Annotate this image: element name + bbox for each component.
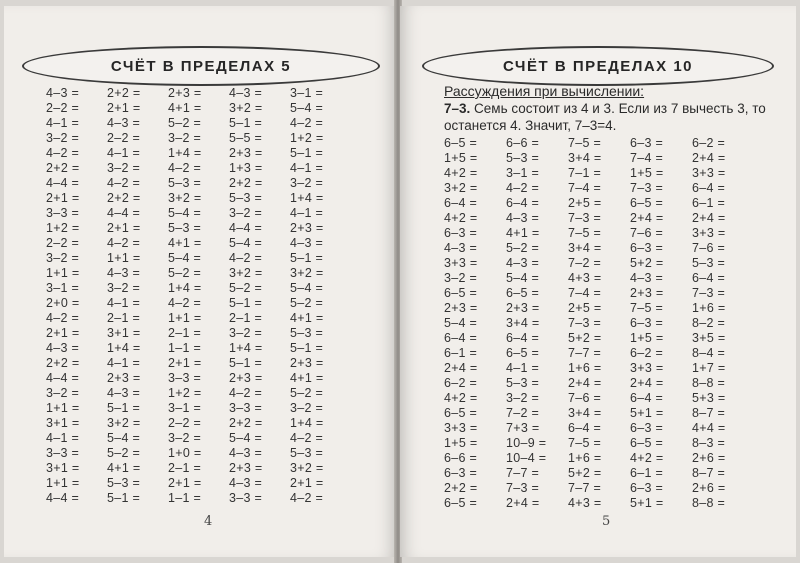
- exercise-cell: 5–2 =: [107, 446, 141, 460]
- exercise-cell: 3–1 =: [168, 401, 202, 415]
- exercise-cell: 6–5 =: [444, 286, 478, 300]
- exercise-cell: 3+4 =: [568, 241, 602, 255]
- exercise-cell: 3–2 =: [168, 431, 202, 445]
- reasoning-lead: 7–3.: [444, 101, 471, 116]
- exercise-cell: 5+2 =: [630, 256, 664, 270]
- exercise-cell: 4–2 =: [290, 116, 324, 130]
- exercise-cell: 3–3 =: [46, 446, 80, 460]
- exercise-cell: 1+4 =: [168, 281, 202, 295]
- exercise-cell: 2+4 =: [630, 211, 664, 225]
- exercise-cell: 2+4 =: [692, 151, 726, 165]
- exercise-cell: 3+3 =: [692, 166, 726, 180]
- exercise-cell: 7–6 =: [568, 391, 602, 405]
- exercise-cell: 2+4 =: [506, 496, 540, 510]
- exercise-cell: 4–3 =: [46, 86, 80, 100]
- exercise-cell: 1+2 =: [290, 131, 324, 145]
- exercise-cell: 4–1 =: [107, 296, 141, 310]
- exercise-cell: 1+1 =: [46, 401, 80, 415]
- exercise-cell: 1–1 =: [168, 491, 202, 505]
- exercise-cell: 7–3 =: [692, 286, 726, 300]
- exercise-cell: 8–2 =: [692, 316, 726, 330]
- right-page-number: 5: [602, 514, 611, 529]
- exercise-cell: 6–5 =: [506, 286, 540, 300]
- exercise-cell: 4–2 =: [290, 431, 324, 445]
- exercise-cell: 5–2 =: [290, 296, 324, 310]
- exercise-cell: 2+3 =: [229, 146, 263, 160]
- exercise-cell: 3+1 =: [46, 416, 80, 430]
- exercise-cell: 5–1 =: [107, 401, 141, 415]
- exercise-cell: 4+2 =: [630, 451, 664, 465]
- exercise-cell: 1+3 =: [229, 161, 263, 175]
- exercise-cell: 3–3 =: [229, 401, 263, 415]
- exercise-cell: 1+5 =: [444, 436, 478, 450]
- exercise-cell: 1+4 =: [107, 341, 141, 355]
- exercise-cell: 6–5 =: [444, 136, 478, 150]
- exercise-cell: 2+2 =: [107, 86, 141, 100]
- exercise-cell: 6–4 =: [692, 181, 726, 195]
- exercise-cell: 4–3 =: [107, 266, 141, 280]
- exercise-cell: 5–4 =: [506, 271, 540, 285]
- exercise-cell: 2+4 =: [568, 376, 602, 390]
- exercise-cell: 2+1 =: [168, 356, 202, 370]
- exercise-cell: 4–2 =: [107, 236, 141, 250]
- exercise-cell: 4+1 =: [168, 236, 202, 250]
- exercise-cell: 4–3 =: [229, 446, 263, 460]
- exercise-cell: 3+2 =: [290, 461, 324, 475]
- exercise-cell: 5–4 =: [229, 236, 263, 250]
- exercise-cell: 1+2 =: [168, 386, 202, 400]
- reasoning-title: Рассуждения при вычислении:: [444, 83, 645, 99]
- exercise-cell: 7–7 =: [506, 466, 540, 480]
- exercise-cell: 4–3 =: [46, 341, 80, 355]
- exercise-cell: 3–2 =: [290, 176, 324, 190]
- exercise-cell: 8–8 =: [692, 376, 726, 390]
- exercise-cell: 5–4 =: [290, 281, 324, 295]
- exercise-cell: 5–4 =: [290, 101, 324, 115]
- right-page-title: СЧЁТ В ПРЕДЕЛАХ 10: [422, 46, 774, 86]
- exercise-cell: 6–5 =: [444, 406, 478, 420]
- exercise-cell: 1+6 =: [568, 361, 602, 375]
- exercise-cell: 7–6 =: [692, 241, 726, 255]
- exercise-cell: 4–3 =: [229, 476, 263, 490]
- exercise-cell: 1+1 =: [46, 266, 80, 280]
- exercise-cell: 5–2 =: [168, 266, 202, 280]
- exercise-cell: 7–7 =: [568, 346, 602, 360]
- exercise-cell: 5–3 =: [107, 476, 141, 490]
- exercise-cell: 4–1 =: [46, 116, 80, 130]
- exercise-cell: 3–2 =: [46, 131, 80, 145]
- exercise-cell: 3+3 =: [692, 226, 726, 240]
- exercise-cell: 7–5 =: [568, 226, 602, 240]
- exercise-cell: 4–2 =: [46, 311, 80, 325]
- exercise-cell: 3–3 =: [168, 371, 202, 385]
- exercise-cell: 2–1 =: [168, 326, 202, 340]
- reasoning-body: Семь состоит из 4 и 3. Если из 7 вычесть 3, то останется 4. Значит, 7–3=4.: [444, 101, 766, 133]
- exercise-cell: 4–3 =: [290, 236, 324, 250]
- exercise-cell: 4–1 =: [290, 206, 324, 220]
- exercise-cell: 2+3 =: [290, 356, 324, 370]
- exercise-cell: 4–3 =: [506, 256, 540, 270]
- exercise-cell: 3–3 =: [229, 491, 263, 505]
- exercise-cell: 6–6 =: [444, 451, 478, 465]
- exercise-cell: 6–1 =: [444, 346, 478, 360]
- exercise-cell: 3+3 =: [444, 256, 478, 270]
- exercise-cell: 6–5 =: [506, 346, 540, 360]
- exercise-cell: 2+6 =: [692, 451, 726, 465]
- exercise-cell: 2+2 =: [107, 191, 141, 205]
- exercise-cell: 5–1 =: [290, 251, 324, 265]
- exercise-cell: 2–2 =: [46, 236, 80, 250]
- exercise-cell: 7–5 =: [630, 301, 664, 315]
- exercise-cell: 6–4 =: [630, 391, 664, 405]
- exercise-cell: 6–3 =: [630, 136, 664, 150]
- exercise-cell: 3+4 =: [506, 316, 540, 330]
- exercise-cell: 4–3 =: [444, 241, 478, 255]
- exercise-cell: 5+2 =: [568, 331, 602, 345]
- exercise-cell: 5–3 =: [229, 191, 263, 205]
- exercise-cell: 6–5 =: [444, 496, 478, 510]
- exercise-cell: 2+1 =: [107, 221, 141, 235]
- exercise-cell: 4+2 =: [444, 166, 478, 180]
- exercise-cell: 4–4 =: [46, 176, 80, 190]
- exercise-cell: 6–3 =: [444, 466, 478, 480]
- exercise-cell: 6–4 =: [444, 331, 478, 345]
- exercise-cell: 5+3 =: [692, 391, 726, 405]
- exercise-cell: 2+2 =: [444, 481, 478, 495]
- exercise-cell: 8–8 =: [692, 496, 726, 510]
- exercise-cell: 2+1 =: [107, 101, 141, 115]
- exercise-cell: 5–5 =: [229, 131, 263, 145]
- exercise-cell: 5–2 =: [290, 386, 324, 400]
- exercise-cell: 3+1 =: [107, 326, 141, 340]
- exercise-cell: 4+1 =: [107, 461, 141, 475]
- exercise-cell: 6–5 =: [630, 196, 664, 210]
- exercise-cell: 3–2 =: [229, 326, 263, 340]
- exercise-cell: 1+7 =: [692, 361, 726, 375]
- exercise-cell: 3–2 =: [107, 161, 141, 175]
- exercise-cell: 3–2 =: [229, 206, 263, 220]
- exercise-cell: 4–3 =: [506, 211, 540, 225]
- exercise-cell: 8–7 =: [692, 466, 726, 480]
- exercise-cell: 4+4 =: [692, 421, 726, 435]
- exercise-cell: 5+1 =: [630, 496, 664, 510]
- exercise-cell: 4–2 =: [229, 251, 263, 265]
- exercise-cell: 2–2 =: [107, 131, 141, 145]
- exercise-cell: 5–3 =: [290, 446, 324, 460]
- exercise-cell: 2–1 =: [229, 311, 263, 325]
- exercise-cell: 3–2 =: [290, 401, 324, 415]
- exercise-cell: 2–2 =: [46, 101, 80, 115]
- exercise-cell: 2+3 =: [107, 371, 141, 385]
- exercise-cell: 2+4 =: [630, 376, 664, 390]
- exercise-cell: 5–1 =: [107, 491, 141, 505]
- exercise-cell: 2+6 =: [692, 481, 726, 495]
- exercise-cell: 6–4 =: [568, 421, 602, 435]
- exercise-cell: 5–3 =: [168, 176, 202, 190]
- exercise-cell: 7+3 =: [506, 421, 540, 435]
- exercise-cell: 6–3 =: [630, 241, 664, 255]
- exercise-cell: 4+3 =: [568, 271, 602, 285]
- exercise-cell: 2+3 =: [290, 221, 324, 235]
- exercise-cell: 3–3 =: [46, 206, 80, 220]
- exercise-cell: 3–2 =: [46, 251, 80, 265]
- exercise-cell: 6–6 =: [506, 136, 540, 150]
- exercise-cell: 5+1 =: [630, 406, 664, 420]
- exercise-cell: 1+5 =: [630, 166, 664, 180]
- left-exercise-grid: [46, 86, 351, 506]
- exercise-cell: 4–1 =: [290, 161, 324, 175]
- exercise-cell: 4–1 =: [107, 146, 141, 160]
- exercise-cell: 5–3 =: [168, 221, 202, 235]
- exercise-cell: 7–5 =: [568, 136, 602, 150]
- exercise-cell: 1+5 =: [444, 151, 478, 165]
- exercise-cell: 2+4 =: [692, 211, 726, 225]
- exercise-cell: 4–2 =: [168, 161, 202, 175]
- exercise-cell: 3+2 =: [229, 101, 263, 115]
- exercise-cell: 6–1 =: [692, 196, 726, 210]
- exercise-cell: 7–1 =: [568, 166, 602, 180]
- exercise-cell: 2+0 =: [46, 296, 80, 310]
- exercise-cell: 3+2 =: [107, 416, 141, 430]
- exercise-cell: 6–4 =: [444, 196, 478, 210]
- exercise-cell: 4–3 =: [630, 271, 664, 285]
- exercise-cell: 1+6 =: [568, 451, 602, 465]
- exercise-cell: 4–2 =: [46, 146, 80, 160]
- exercise-cell: 2–1 =: [168, 461, 202, 475]
- exercise-cell: 4–4 =: [46, 491, 80, 505]
- exercise-cell: 4–2 =: [290, 491, 324, 505]
- exercise-cell: 4+3 =: [568, 496, 602, 510]
- exercise-cell: 1+4 =: [290, 191, 324, 205]
- exercise-cell: 5–4 =: [168, 206, 202, 220]
- exercise-cell: 5–1 =: [229, 296, 263, 310]
- exercise-cell: 5–4 =: [444, 316, 478, 330]
- exercise-cell: 3–1 =: [46, 281, 80, 295]
- exercise-cell: 2+3 =: [506, 301, 540, 315]
- exercise-cell: 7–4 =: [568, 286, 602, 300]
- exercise-cell: 6–3 =: [630, 421, 664, 435]
- exercise-cell: 5–2 =: [506, 241, 540, 255]
- exercise-cell: 5–3 =: [692, 256, 726, 270]
- exercise-cell: 4–2 =: [506, 181, 540, 195]
- exercise-cell: 7–5 =: [568, 436, 602, 450]
- exercise-cell: 3+4 =: [568, 406, 602, 420]
- exercise-cell: 1–1 =: [168, 341, 202, 355]
- exercise-cell: 3–2 =: [168, 131, 202, 145]
- exercise-cell: 7–4 =: [630, 151, 664, 165]
- exercise-cell: 4+1 =: [290, 371, 324, 385]
- exercise-cell: 3+5 =: [692, 331, 726, 345]
- exercise-cell: 4–2 =: [107, 176, 141, 190]
- exercise-cell: 10–4 =: [506, 451, 547, 465]
- exercise-cell: 5–3 =: [290, 326, 324, 340]
- reasoning-text: [444, 100, 784, 134]
- exercise-cell: 5–4 =: [168, 251, 202, 265]
- exercise-cell: 3+3 =: [630, 361, 664, 375]
- exercise-cell: 8–7 =: [692, 406, 726, 420]
- exercise-cell: 1+2 =: [46, 221, 80, 235]
- exercise-cell: 1+4 =: [229, 341, 263, 355]
- exercise-cell: 4+1 =: [168, 101, 202, 115]
- exercise-cell: 6–4 =: [506, 196, 540, 210]
- exercise-cell: 2+1 =: [46, 326, 80, 340]
- exercise-cell: 7–7 =: [568, 481, 602, 495]
- exercise-cell: 2–1 =: [107, 311, 141, 325]
- exercise-cell: 4–4 =: [46, 371, 80, 385]
- exercise-cell: 6–5 =: [630, 436, 664, 450]
- exercise-cell: 3+2 =: [444, 181, 478, 195]
- exercise-cell: 4+1 =: [506, 226, 540, 240]
- exercise-cell: 6–3 =: [630, 316, 664, 330]
- exercise-cell: 4–1 =: [107, 356, 141, 370]
- exercise-cell: 5–1 =: [229, 356, 263, 370]
- exercise-cell: 6–2 =: [630, 346, 664, 360]
- exercise-cell: 2+1 =: [168, 476, 202, 490]
- exercise-cell: 7–4 =: [568, 181, 602, 195]
- exercise-cell: 6–1 =: [630, 466, 664, 480]
- exercise-cell: 2+1 =: [290, 476, 324, 490]
- exercise-cell: 2+3 =: [630, 286, 664, 300]
- exercise-cell: 8–3 =: [692, 436, 726, 450]
- left-page-title: СЧЁТ В ПРЕДЕЛАХ 5: [22, 46, 380, 86]
- exercise-cell: 6–3 =: [630, 481, 664, 495]
- exercise-cell: 5–1 =: [229, 116, 263, 130]
- exercise-cell: 1+1 =: [168, 311, 202, 325]
- exercise-cell: 4–1 =: [506, 361, 540, 375]
- exercise-cell: 3+1 =: [46, 461, 80, 475]
- exercise-cell: 2+1 =: [46, 191, 80, 205]
- exercise-cell: 7–6 =: [630, 226, 664, 240]
- exercise-cell: 4–2 =: [229, 386, 263, 400]
- exercise-cell: 3+2 =: [229, 266, 263, 280]
- exercise-cell: 3–1 =: [506, 166, 540, 180]
- exercise-cell: 4+2 =: [444, 211, 478, 225]
- exercise-cell: 3–2 =: [444, 271, 478, 285]
- exercise-cell: 7–2 =: [568, 256, 602, 270]
- exercise-cell: 2+3 =: [168, 86, 202, 100]
- exercise-cell: 2+5 =: [568, 196, 602, 210]
- exercise-cell: 3–2 =: [107, 281, 141, 295]
- exercise-cell: 3–2 =: [46, 386, 80, 400]
- exercise-cell: 5–1 =: [290, 146, 324, 160]
- exercise-cell: 1+6 =: [692, 301, 726, 315]
- exercise-cell: 2+2 =: [46, 356, 80, 370]
- exercise-cell: 5–4 =: [107, 431, 141, 445]
- exercise-cell: 5–2 =: [229, 281, 263, 295]
- exercise-cell: 2+3 =: [444, 301, 478, 315]
- exercise-cell: 5–2 =: [168, 116, 202, 130]
- exercise-cell: 4–4 =: [107, 206, 141, 220]
- exercise-cell: 1+1 =: [107, 251, 141, 265]
- exercise-cell: 7–3 =: [506, 481, 540, 495]
- exercise-cell: 6–3 =: [444, 226, 478, 240]
- exercise-cell: 2–2 =: [168, 416, 202, 430]
- exercise-cell: 6–4 =: [692, 271, 726, 285]
- exercise-cell: 1+5 =: [630, 331, 664, 345]
- right-page: [400, 6, 796, 557]
- exercise-cell: 4–3 =: [107, 386, 141, 400]
- exercise-cell: 6–2 =: [444, 376, 478, 390]
- exercise-cell: 4–3 =: [229, 86, 263, 100]
- right-exercise-grid: [444, 136, 754, 511]
- exercise-cell: 7–3 =: [568, 211, 602, 225]
- exercise-cell: 5–3 =: [506, 376, 540, 390]
- exercise-cell: 7–3 =: [568, 316, 602, 330]
- exercise-cell: 7–3 =: [630, 181, 664, 195]
- exercise-cell: 10–9 =: [506, 436, 547, 450]
- exercise-cell: 3+2 =: [290, 266, 324, 280]
- exercise-cell: 6–2 =: [692, 136, 726, 150]
- exercise-cell: 1+4 =: [168, 146, 202, 160]
- exercise-cell: 2+5 =: [568, 301, 602, 315]
- exercise-cell: 4–1 =: [46, 431, 80, 445]
- exercise-cell: 2+2 =: [46, 161, 80, 175]
- exercise-cell: 3+2 =: [168, 191, 202, 205]
- exercise-cell: 3+4 =: [568, 151, 602, 165]
- exercise-cell: 3+3 =: [444, 421, 478, 435]
- exercise-cell: 5–4 =: [229, 431, 263, 445]
- exercise-cell: 5–3 =: [506, 151, 540, 165]
- exercise-cell: 8–4 =: [692, 346, 726, 360]
- exercise-cell: 1+4 =: [290, 416, 324, 430]
- exercise-cell: 6–4 =: [506, 331, 540, 345]
- exercise-cell: 2+2 =: [229, 176, 263, 190]
- exercise-cell: 4–2 =: [168, 296, 202, 310]
- exercise-cell: 7–2 =: [506, 406, 540, 420]
- exercise-cell: 3–2 =: [506, 391, 540, 405]
- exercise-cell: 1+0 =: [168, 446, 202, 460]
- exercise-cell: 2+4 =: [444, 361, 478, 375]
- exercise-cell: 2+3 =: [229, 461, 263, 475]
- left-page: [4, 6, 396, 557]
- exercise-cell: 5+2 =: [568, 466, 602, 480]
- left-page-number: 4: [204, 514, 213, 529]
- exercise-cell: 4–3 =: [107, 116, 141, 130]
- exercise-cell: 4+2 =: [444, 391, 478, 405]
- exercise-cell: 4+1 =: [290, 311, 324, 325]
- exercise-cell: 3–1 =: [290, 86, 324, 100]
- exercise-cell: 4–4 =: [229, 221, 263, 235]
- exercise-cell: 5–1 =: [290, 341, 324, 355]
- exercise-cell: 2+3 =: [229, 371, 263, 385]
- exercise-cell: 2+2 =: [229, 416, 263, 430]
- exercise-cell: 1+1 =: [46, 476, 80, 490]
